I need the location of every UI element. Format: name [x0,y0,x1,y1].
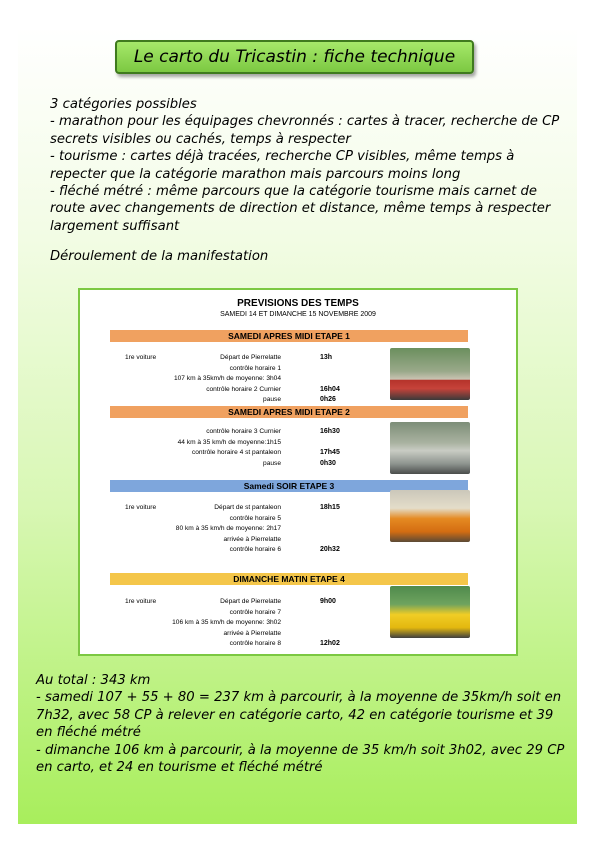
intro-line: 3 catégories possibles [50,97,197,112]
silver-car-photo [390,422,470,474]
row-label: 44 km à 35 km/h de moyenne:1h15 [177,438,281,446]
row-label: Départ de st pantaleon [214,504,281,511]
row-lead: 1re voiture [125,354,157,361]
yellow-car-photo [390,586,470,638]
schedule-image [78,288,518,656]
stage-header: SAMEDI APRES MIDI ETAPE 1 [110,330,468,342]
row-label: pause [263,459,281,467]
intro-text [50,96,570,235]
row-time: 17h45 [320,449,340,456]
schedule-title: PREVISIONS DES TEMPS [237,298,359,309]
summary-text [36,672,566,776]
summary-line: - dimanche 106 km à parcourir, à la moyenne de 35 km/h soit 3h02, avec 29 CP en carto, et 24 en tourisme et fléché métré [36,742,565,776]
row-label: contrôle horaire 7 [229,608,281,616]
stage-header: DIMANCHE MATIN ETAPE 4 [110,573,468,585]
row-label: Départ de Pierrelatte [220,354,281,361]
schedule-subtitle: SAMEDI 14 ET DIMANCHE 15 NOVEMBRE 2009 [220,311,376,318]
row-label: Départ de Pierrelatte [220,598,281,605]
row-label: contrôle horaire 1 [229,364,281,372]
row-label: 107 km à 35km/h de moyenne: 3h04 [173,375,281,382]
row-label: 106 km à 35 km/h de moyenne: 3h02 [172,619,281,626]
row-time: 16h30 [320,428,340,435]
row-time: 0h30 [320,459,336,467]
row-label: contrôle horaire 4 st pantaleon [191,449,281,456]
summary-line: Au total : 343 km [36,673,151,688]
row-label: contrôle horaire 6 [229,546,281,553]
row-time: 9h00 [320,598,336,605]
row-time: 20h32 [320,546,340,553]
row-time: 0h26 [320,396,336,403]
row-time: 16h04 [320,385,340,393]
row-label: contrôle horaire 3 Curnier [206,428,281,435]
row-lead: 1re voiture [125,504,157,511]
stage-header: SAMEDI APRES MIDI ETAPE 2 [110,406,468,418]
row-label: arrivée à Pierrelatte [223,629,281,637]
red-car-photo [390,348,470,400]
orange-car-photo [390,490,470,542]
row-label: pause [263,396,281,403]
summary-line: - samedi 107 + 55 + 80 = 237 km à parcourir, à la moyenne de 35km/h soit en 7h32, avec 58 CP à relever en catégorie carto, 42 en catégorie tourisme et 39 en fléché métré [36,690,562,741]
row-time: 18h15 [320,504,340,511]
row-time: 12h02 [320,640,340,647]
row-time: 13h [320,354,333,361]
stage-header: Samedi SOIR ETAPE 3 [110,480,468,492]
title-banner [115,40,474,74]
row-label: arrivée à Pierrelatte [223,535,281,543]
intro-line: - marathon pour les équipages chevronnés : cartes à tracer, recherche de CP secrets visibles ou cachés, temps à respecter [50,114,560,147]
page-title: Le carto du Tricastin : fiche technique [133,47,456,67]
row-label: contrôle horaire 2 Curnier [206,385,281,393]
row-label: contrôle horaire 8 [229,640,281,647]
section-heading: Déroulement de la manifestation [50,249,269,264]
row-label: 80 km à 35 km/h de moyenne: 2h17 [175,525,281,532]
intro-line: - tourisme : cartes déjà tracées, recherche CP visibles, même temps à repecter que la catégorie marathon mais parcours moins long [50,149,515,182]
row-label: contrôle horaire 5 [229,514,281,522]
intro-line: - fléché métré : même parcours que la catégorie tourisme mais carnet de route avec changements de direction et distance, même temps à respecter largement suffisant [50,184,551,234]
row-lead: 1re voiture [125,598,157,605]
